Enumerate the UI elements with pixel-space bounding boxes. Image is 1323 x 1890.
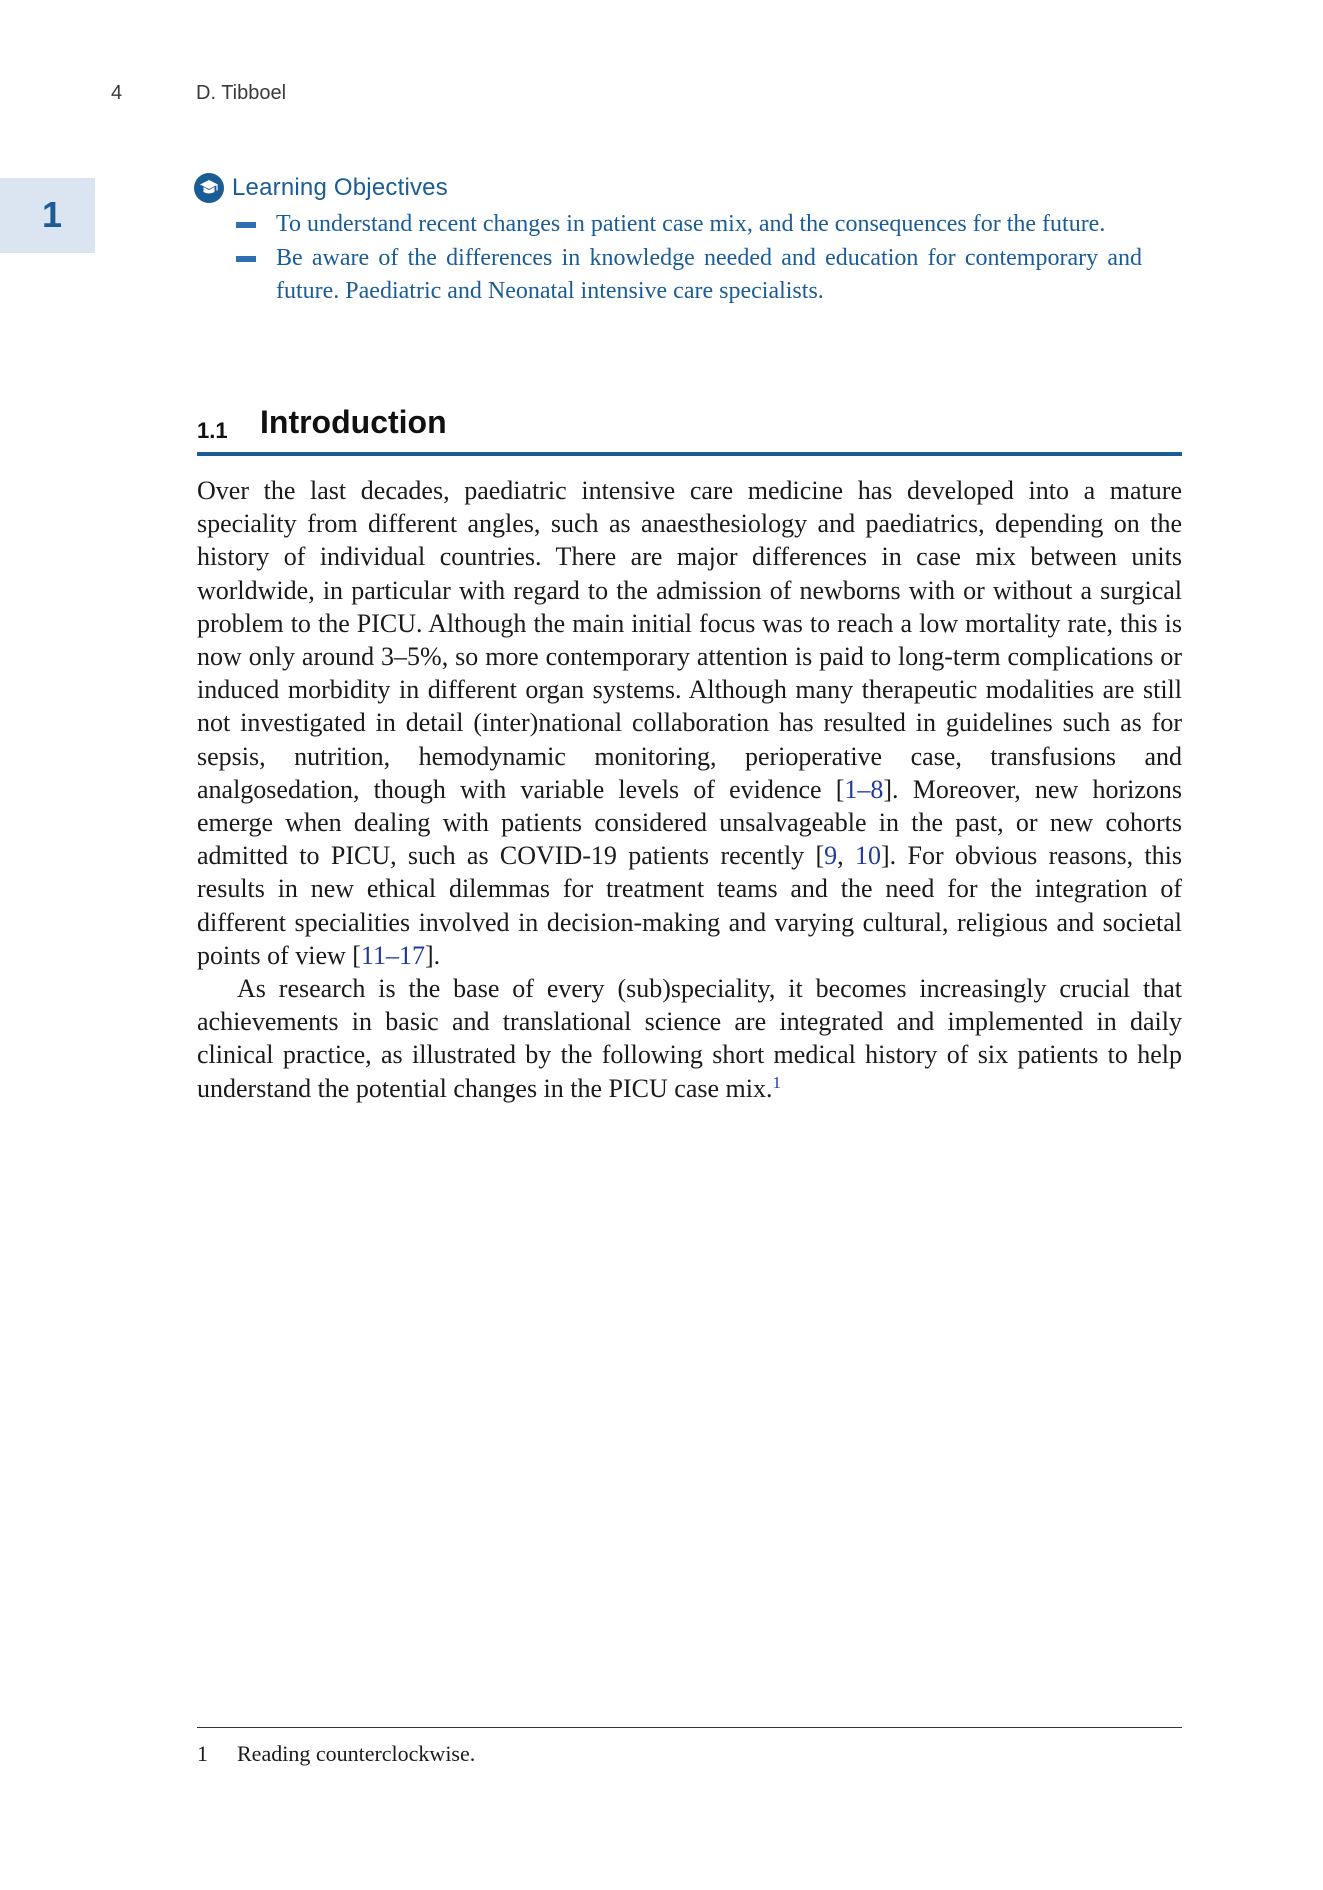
dash-bullet-icon	[236, 222, 256, 228]
paragraph	[197, 972, 1182, 1105]
learning-objectives-header	[194, 172, 1154, 204]
footnote-divider	[197, 1727, 1182, 1728]
section-number: 1.1	[197, 418, 228, 443]
footnote	[197, 1741, 475, 1767]
learning-objectives-title: Learning Objectives	[232, 174, 448, 201]
footnote-reference[interactable]: 1	[772, 1072, 781, 1092]
objectives-list	[194, 208, 1154, 309]
running-header	[0, 82, 1323, 112]
paragraph-text: ].	[424, 940, 441, 970]
section-heading	[197, 402, 1182, 456]
dash-bullet-icon	[236, 256, 256, 262]
objective-item	[194, 242, 1154, 309]
graduation-cap-icon	[194, 173, 224, 203]
running-author: D. Tibboel	[196, 82, 287, 104]
paragraph-text: ]. Moreover, new horizons emerge when dealing with patients considered unsalvageable in the past, or new cohorts admitted to PICU, such as COVID-19 patients recently [	[197, 774, 1182, 871]
page-number: 4	[111, 82, 123, 104]
citation-link[interactable]: 11–17	[360, 940, 425, 970]
footnote-text: Reading counterclockwise.	[237, 1741, 476, 1766]
paragraph-text: As research is the base of every (sub)speciality, it becomes increasingly crucial that achievements in basic and translational science are integrated and implemented in daily clinical practice, as illustrated by the following short medical history of six patients to help understand the potential changes in the PICU case mix.	[197, 974, 1182, 1103]
chapter-number: 1	[42, 194, 63, 235]
paragraph-text: Over the last decades, paediatric intensive care medicine has developed into a mature speciality from different angles, such as anaesthesiology and paediatrics, depending on the history of individual countries. There are major differences in case mix between units worldwide, in particular with regard to the admission of newborns with or without a surgical problem to the PICU. Although the main initial focus was to reach a low mortality rate, this is now only around 3–5%, so more contemporary attention is paid to long-term complications or induced morbidity in different organ systems. Although many therapeutic modalities are still not investigated in detail (inter)national collaboration has resulted in guidelines such as for sepsis, nutrition, hemodynamic monitoring, perioperative case, transfusions and analgosedation, though with variable levels of evidence [	[197, 476, 1182, 804]
paragraph-text: ]. For obvious reasons, this results in new ethical dilemmas for treatment teams and the need for the integration of different specialities involved in decision-making and varying cultural, religious and societal points of view [	[197, 841, 1182, 970]
objective-item	[194, 208, 1154, 242]
footnote-number: 1	[197, 1741, 208, 1766]
body-text	[197, 474, 1182, 1105]
citation-link[interactable]: 10	[855, 841, 881, 871]
paragraph-text: ,	[837, 841, 855, 871]
learning-objectives-box	[194, 172, 1154, 309]
citation-link[interactable]: 1–8	[844, 774, 884, 804]
chapter-tab	[0, 178, 95, 253]
objective-text: Be aware of the differences in knowledge needed and education for contemporary and future. Paediatric and Neonatal intensive care specialists.	[276, 244, 1142, 304]
section-title: Introduction	[260, 404, 447, 440]
paragraph	[197, 474, 1182, 972]
objective-text: To understand recent changes in patient case mix, and the consequences for the future.	[276, 211, 1106, 237]
citation-link[interactable]: 9	[824, 841, 838, 871]
